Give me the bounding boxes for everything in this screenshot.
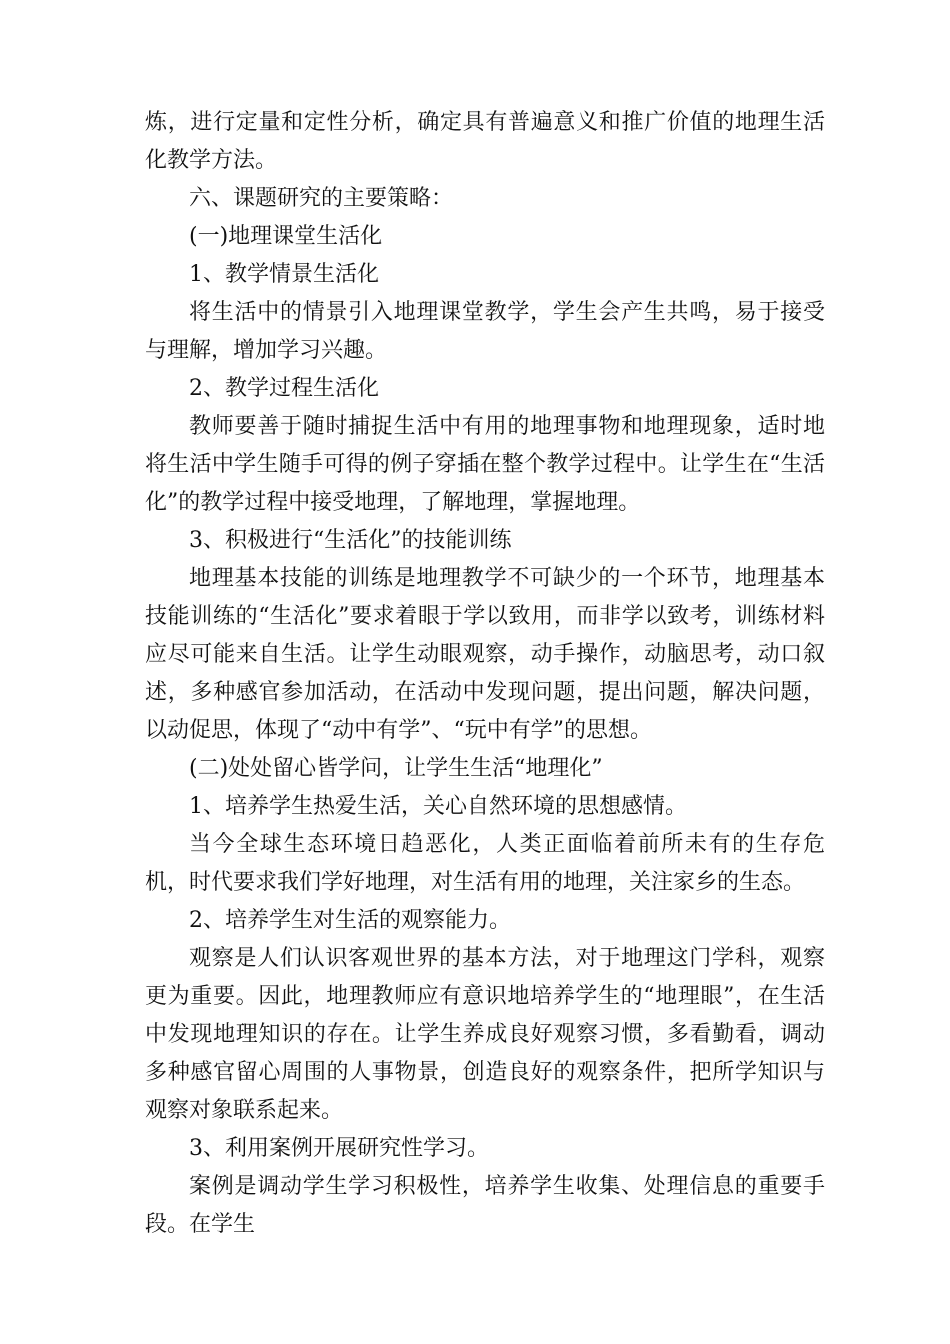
item-heading-observation: 2、培养学生对生活的观察能力。	[189, 908, 511, 933]
subsection-heading-classroom: (一)地理课堂生活化	[189, 224, 383, 249]
paragraph-skills: 地理基本技能的训练是地理教学不可缺少的一个环节，地理基本技能训练的“生活化”要求着眼于学以致用，而非学以致考，训练材料应尽可能来自生活。让学生动眼观察，动手操作，动脑思考，动口叙述，多种感官参加活动，在活动中发现问题，提出问题，解决问题，以动促思，体现了“动中有学”、“玩中有学”的思想。	[145, 566, 825, 743]
section-heading-strategies: 六、课题研究的主要策略：	[189, 186, 454, 211]
paragraph-love-life: 当今全球生态环境日趋恶化，人类正面临着前所未有的生存危机，时代要求我们学好地理，对生活有用的地理，关注家乡的生态。	[145, 832, 825, 895]
item-heading-skills: 3、积极进行“生活化”的技能训练	[189, 528, 512, 553]
document-body	[145, 104, 825, 1244]
paragraph-process: 教师要善于随时捕捉生活中有用的地理事物和地理现象，适时地将生活中学生随手可得的例子穿插在整个教学过程中。让学生在“生活化”的教学过程中接受地理，了解地理，掌握地理。	[145, 414, 825, 515]
paragraph-observation: 观察是人们认识客观世界的基本方法，对于地理这门学科，观察更为重要。因此，地理教师应有意识地培养学生的“地理眼”，在生活中发现地理知识的存在。让学生养成良好观察习惯，多看勤看，调动多种感官留心周围的人事物景，创造良好的观察条件，把所学知识与观察对象联系起来。	[145, 946, 825, 1123]
item-heading-process: 2、教学过程生活化	[189, 376, 379, 401]
item-heading-love-life: 1、培养学生热爱生活，关心自然环境的思想感情。	[189, 794, 687, 819]
subsection-heading-life: (二)处处留心皆学问，让学生生活“地理化”	[189, 756, 603, 781]
paragraph-continuation: 炼，进行定量和定性分析，确定具有普遍意义和推广价值的地理生活化教学方法。	[145, 110, 825, 173]
item-heading-cases: 3、利用案例开展研究性学习。	[189, 1136, 489, 1161]
paragraph-scenario: 将生活中的情景引入地理课堂教学，学生会产生共鸣，易于接受与理解，增加学习兴趣。	[145, 300, 825, 363]
item-heading-scenario: 1、教学情景生活化	[189, 262, 379, 287]
paragraph-cases: 案例是调动学生学习积极性，培养学生收集、处理信息的重要手段。在学生	[145, 1174, 825, 1237]
